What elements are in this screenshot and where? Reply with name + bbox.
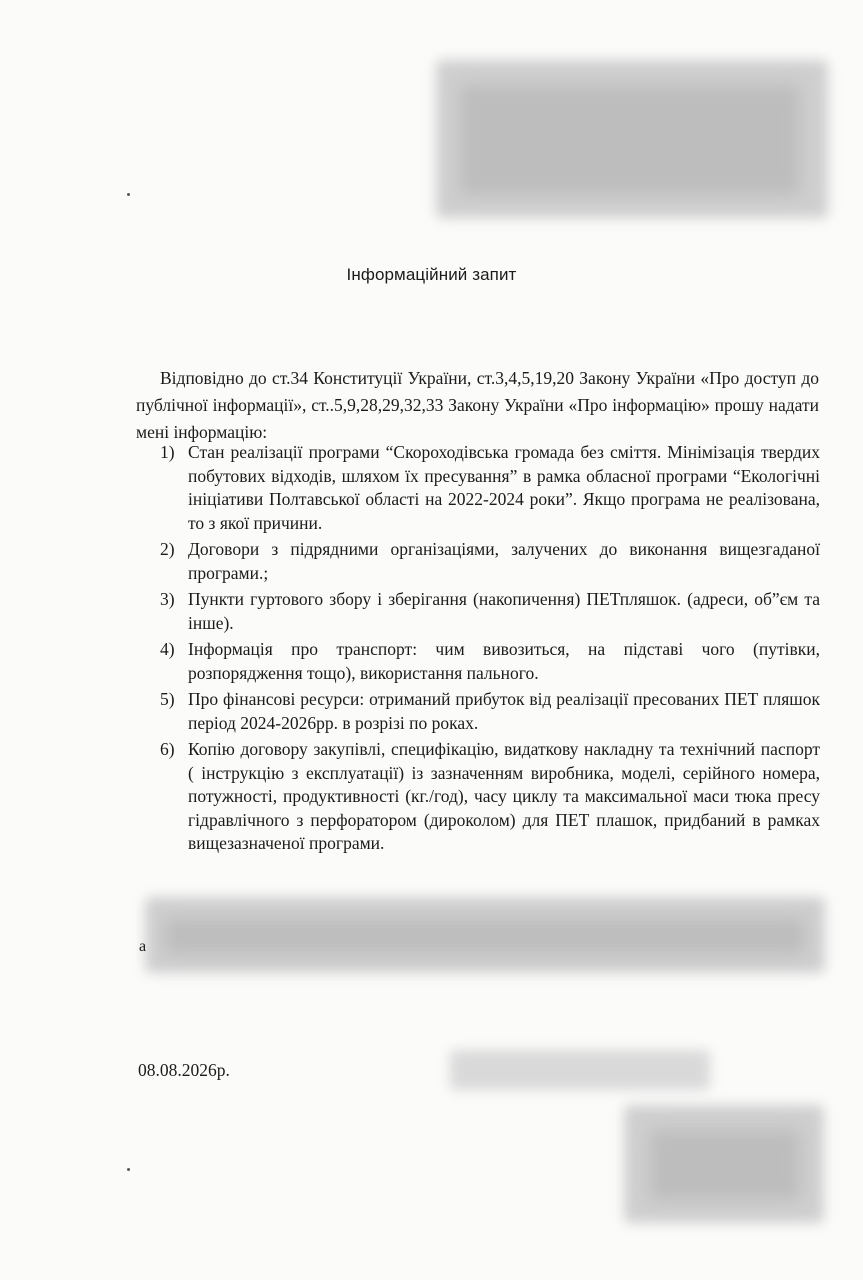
item-text: Стан реалізації програми “Скороходівська громада без сміття. Мінімізація твердих побутових відходів, шляхом їх пресування” в рамка обласної програми “Екологічні ініціативи Полтавської області на 2022-2024 роки”. Якщо програма не реалізована, то з якої причини. xyxy=(188,442,820,533)
stray-character: а xyxy=(139,938,147,955)
item-number: 6) xyxy=(160,739,175,759)
scan-speck xyxy=(127,1168,130,1171)
item-number: 5) xyxy=(160,689,175,709)
redacted-name xyxy=(450,1050,710,1090)
intro-text: Відповідно до ст.34 Конституції України, ст.3,4,5,19,20 Закону України «Про доступ до публічної інформації», ст..5,9,28,29,32,33 Закону України «Про інформацію» прошу надати мені інформацію: xyxy=(136,368,819,442)
item-text: Копію договору закупівлі, специфікацію, видаткову накладну та технічний паспорт ( інструкцію з експлуатації) із зазначенням виробника, моделі, серійного номера, потужності, продуктивності (кг./год), часу циклу та максимальної маси тюка пресу гідравлічного з перфоратором (дироколом) для ПЕТ плашок, придбаний в рамках вищезазначеної програми. xyxy=(188,739,820,853)
list-item xyxy=(160,638,820,685)
request-list xyxy=(160,441,820,858)
list-item xyxy=(160,538,820,585)
redacted-addressee-text xyxy=(460,85,800,195)
item-text: Договори з підрядними організаціями, залучених до виконання вищезгаданої програми.; xyxy=(188,539,820,583)
item-number: 4) xyxy=(160,639,175,659)
item-text: Інформація про транспорт: чим вивозиться, на підставі чого (путівки, розпорядження тощо), використання пального. xyxy=(188,639,820,683)
redacted-contact-text xyxy=(165,918,805,954)
item-number: 2) xyxy=(160,539,175,559)
list-item xyxy=(160,738,820,856)
document-date: 08.08.2026р. xyxy=(138,1060,230,1080)
intro-paragraph xyxy=(136,365,819,446)
item-number: 1) xyxy=(160,442,175,462)
redacted-signature-ink xyxy=(650,1130,800,1200)
item-text: Пункти гуртового збору і зберігання (накопичення) ПЕТпляшок. (адреси, об”єм та інше). xyxy=(188,589,820,633)
list-item xyxy=(160,441,820,535)
scan-speck xyxy=(127,193,130,196)
list-item xyxy=(160,688,820,735)
document-title: Інформаційний запит xyxy=(346,265,517,284)
list-item xyxy=(160,588,820,635)
item-text: Про фінансові ресурси: отриманий прибуток від реалізації пресованих ПЕТ пляшок період 2024-2026рр. в розрізі по роках. xyxy=(188,689,820,733)
item-number: 3) xyxy=(160,589,175,609)
